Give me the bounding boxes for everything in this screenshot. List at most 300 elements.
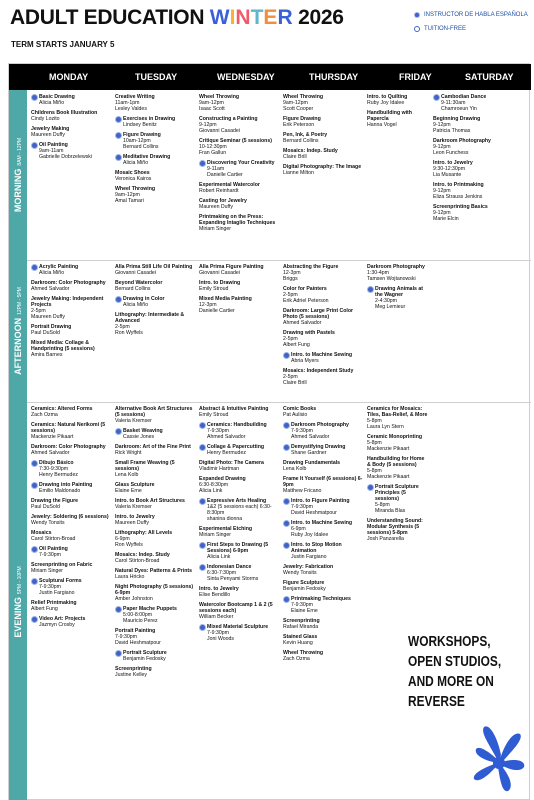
legend-spanish: INSTRUCTOR DE HABLA ESPAÑOLA [414, 12, 528, 18]
class-instructor: Justine Kelley [115, 672, 148, 678]
class-listing [283, 308, 363, 326]
class-title: Acrylic Painting [31, 264, 111, 270]
class-listing [199, 138, 279, 156]
class-time: 9am-11am [39, 148, 64, 154]
class-instructor: Bernard Collins [123, 144, 159, 150]
class-listing [283, 580, 363, 592]
class-title: Handbuilding with Papercla [367, 110, 412, 122]
class-title: Alla Prima Still Life Oil Painting [115, 264, 193, 270]
class-time: 2-5pm [283, 336, 298, 342]
class-title: Jewelry Making [31, 126, 70, 132]
class-title: Alternative Book Art Structures (5 sessions) [115, 406, 193, 418]
class-listing [115, 296, 195, 308]
class-listing [199, 198, 279, 210]
class-instructor: Mackenzie Pikaart [367, 446, 410, 452]
class-instructor: Giovanni Casadei [199, 128, 240, 134]
class-time: 7-9:30pm [207, 630, 229, 636]
class-title: Mixed Media Painting [199, 296, 252, 302]
class-title: Indonesian Dance [199, 564, 279, 570]
class-listing [367, 406, 429, 430]
class-listing [115, 444, 195, 456]
class-title: Comic Books [283, 406, 317, 412]
class-listing [199, 460, 279, 472]
class-title: Drawing Animals at the Wagner [367, 286, 429, 298]
class-instructor: Albert Fung [31, 606, 58, 612]
class-listing [367, 264, 429, 282]
class-listing [115, 514, 195, 526]
class-time: 7-9:30pm [291, 428, 313, 434]
class-instructor: Danielle Cartier [207, 172, 243, 178]
class-title: Screenprinting on Fabric [31, 562, 93, 568]
class-title: Intro. to Jewelry [115, 514, 155, 520]
class-title: Basket Weaving [115, 428, 195, 434]
class-time: 5-8pm [367, 468, 382, 474]
class-time: 5-8pm [367, 418, 382, 424]
morning-wednesday-column [199, 94, 279, 256]
class-title: Creative Writing [115, 94, 155, 100]
class-time: 7-9:30pm [115, 634, 137, 640]
class-listing [367, 518, 429, 542]
class-title: Darkroom: Color Photography [31, 444, 106, 450]
class-instructor: Erik Adriel Peterson [283, 298, 329, 304]
class-title: Screenprinting [115, 666, 152, 672]
class-title: Portrait Sculpture [115, 650, 195, 656]
class-title: Intro. to Machine Sewing [283, 352, 363, 358]
class-time: 7-9:30pm [291, 602, 313, 608]
class-instructor: Giovanni Casadei [199, 270, 240, 276]
class-time: 2-5pm [283, 292, 298, 298]
spanish-instructor-dot-icon [414, 12, 420, 18]
class-title: Ceramics: Altered Forms [31, 406, 93, 412]
class-instructor: Lia Musante [433, 172, 462, 178]
class-title: Mixed Material Sculpture [199, 624, 279, 630]
class-instructor: Alicia Miño [123, 160, 149, 166]
class-title: Relief Printmaking [31, 600, 77, 606]
class-instructor: Jazmyn Crosby [39, 622, 75, 628]
class-listing [283, 498, 363, 516]
class-time: 2-4:30pm [375, 298, 397, 304]
class-listing [31, 142, 111, 160]
class-time: 9-12pm [433, 122, 451, 128]
class-listing [115, 428, 195, 440]
class-title: Jewelry Making: Independent Projects [31, 296, 104, 308]
class-listing [367, 484, 429, 514]
class-title: Expressive Arts Healing [199, 498, 279, 504]
class-title: Figure Sculpture [283, 580, 325, 586]
class-instructor: Ahmed Salvador [31, 450, 70, 456]
flower-logo-icon [470, 725, 528, 795]
day-friday: FRIDAY [399, 72, 432, 82]
class-listing [283, 634, 363, 646]
class-title: Figure Drawing [283, 116, 321, 122]
class-title: Figure Drawing [115, 132, 195, 138]
class-title: Digital Photo: The Camera [199, 460, 264, 466]
class-title: Beyond Watercolor [115, 280, 163, 286]
class-time: 6:30-8:30pm [199, 482, 229, 488]
class-instructor: Shane Gardner [291, 450, 327, 456]
class-title: Wheel Throwing [283, 94, 324, 100]
class-title: Abstracting the Figure [283, 264, 339, 270]
class-instructor: Eliza Strauss Jenkins [433, 194, 483, 200]
class-listing [433, 182, 527, 200]
class-instructor: Henry Bermudez [207, 450, 246, 456]
class-title: Color for Painters [283, 286, 327, 292]
class-listing [199, 160, 279, 178]
class-title: Oil Painting [31, 142, 111, 148]
class-title: Portrait Drawing [31, 324, 72, 330]
class-listing [283, 286, 363, 304]
class-listing [433, 138, 527, 156]
class-instructor: Danielle Cartier [199, 308, 235, 314]
class-listing [115, 94, 195, 112]
class-time: 7-9:30pm [39, 584, 61, 590]
class-time: 7-9:30pm [39, 552, 61, 558]
class-instructor: Paul DuSold [31, 330, 60, 336]
class-listing [31, 126, 111, 138]
class-title: Drawing in Color [115, 296, 195, 302]
class-time: 1:30-4pm [367, 270, 389, 276]
class-time: 9am-12pm [115, 192, 140, 198]
class-instructor: Miriam Singer [199, 532, 231, 538]
class-instructor: Robert Reinhardt [199, 188, 239, 194]
class-listing [31, 324, 111, 336]
class-title: Darkroom: Art of the Fine Print [115, 444, 191, 450]
class-listing [283, 352, 363, 364]
class-listing [283, 330, 363, 348]
day-thursday: THURSDAY [309, 72, 359, 82]
class-listing [283, 164, 363, 176]
class-listing [283, 116, 363, 128]
class-instructor: Mackenzie Pikaart [31, 434, 74, 440]
class-instructor: Emily Stroud [199, 412, 229, 418]
class-listing [199, 444, 279, 456]
morning-thursday-column [283, 94, 363, 256]
class-instructor: Tamsen Wojtanowski [367, 276, 416, 282]
class-title: Dibujo Básico [31, 460, 111, 466]
class-time: 9-11am [207, 166, 225, 172]
class-instructor: Ahmed Salvador [207, 434, 246, 440]
evening-monday-column [31, 406, 111, 798]
class-instructor: Amira Barnes [31, 352, 63, 358]
class-title: Pen, Ink, & Poetry [283, 132, 328, 138]
class-listing [367, 456, 429, 480]
class-title: Intro. to Book Art Structures [115, 498, 185, 504]
class-title: Handbuilding for Home & Body (5 sessions) [367, 456, 425, 468]
class-title: Intro. to Figure Painting [283, 498, 363, 504]
class-listing [283, 618, 363, 630]
class-listing [115, 584, 195, 602]
day-tuesday: TUESDAY [135, 72, 178, 82]
class-listing [115, 154, 195, 166]
class-title: Exercises in Drawing [115, 116, 195, 122]
class-instructor: Miranda Blas [375, 508, 406, 514]
class-title: Darkroom: Color Photography [31, 280, 106, 286]
class-time: 1&2 (5 sessions each) 6:30-8:30pm [207, 504, 272, 516]
class-title: Darkroom Photography [367, 264, 425, 270]
class-title: Experimental Watercolor [199, 182, 260, 188]
class-title: Discovering Your Creativity [199, 160, 279, 166]
day-monday: MONDAY [49, 72, 89, 82]
class-listing [115, 606, 195, 624]
class-title: Beginning Drawing [433, 116, 481, 122]
class-instructor: Bernard Collins [115, 286, 151, 292]
class-instructor: Cassie Jones [123, 434, 155, 440]
class-instructor: Erik Peterson [283, 122, 315, 128]
morning-saturday-column [433, 94, 527, 256]
evening-wednesday-column [199, 406, 279, 798]
section-morning: MORNING8AM - 12PM [9, 90, 27, 260]
class-listing [283, 596, 363, 614]
afternoon-friday-column [367, 264, 429, 398]
class-listing [115, 170, 195, 182]
class-title: Portrait Sculpture Principles (5 sessions) [367, 484, 429, 502]
class-title: Darkroom: Large Print Color Photo (5 sessions) [283, 308, 354, 320]
class-listing [199, 602, 279, 620]
class-instructor: Ahmed Salvador [31, 286, 70, 292]
class-title: Lithography: All Levels [115, 530, 173, 536]
class-title: Intro. to Drawing [199, 280, 241, 286]
day-saturday: SATURDAY [465, 72, 514, 82]
class-title: Portrait Painting [115, 628, 156, 634]
evening-friday-column [367, 406, 429, 798]
class-title: Watercolor Bootcamp 1 & 2 (5 sessions each) [199, 602, 273, 614]
class-title: Oil Painting [31, 546, 111, 552]
class-time: 9:30-12:30pm [433, 166, 466, 172]
day-header-bar [9, 64, 531, 90]
afternoon-wednesday-column [199, 264, 279, 398]
class-instructor: Zach Ozma [283, 656, 310, 662]
class-listing [31, 406, 111, 418]
class-listing [367, 286, 429, 310]
class-title: Intro. to Printmaking [433, 182, 484, 188]
class-instructor: Meg Lemieur [375, 304, 406, 310]
class-listing [199, 280, 279, 292]
class-title: Wheel Throwing [115, 186, 156, 192]
class-listing [31, 514, 111, 526]
class-listing [199, 94, 279, 112]
section-afternoon: AFTERNOON12PM - 5PM [9, 260, 27, 402]
class-listing [199, 296, 279, 314]
class-title: Intro. to Quilting [367, 94, 408, 100]
class-instructor: Maureen Duffy [199, 204, 233, 210]
class-listing [199, 116, 279, 134]
class-time: 9-12pm [433, 210, 451, 216]
class-time: 10-12:30pm [199, 144, 227, 150]
class-title: Mixed Media: Collage & Handprinting (5 sessions) [31, 340, 95, 352]
class-instructor: Rafael Miranda [283, 624, 319, 630]
class-instructor: Matthew Fricano [283, 488, 322, 494]
class-listing [199, 182, 279, 194]
class-time: 5-8pm [375, 502, 390, 508]
afternoon-tuesday-column [115, 264, 195, 398]
class-time: 9am-12pm [199, 100, 224, 106]
class-instructor: Lianne Milton [283, 170, 314, 176]
class-title: Mosaics [31, 530, 52, 536]
class-title: Stained Glass [283, 634, 318, 640]
class-instructor: Kevin Huang [283, 640, 313, 646]
class-listing [115, 552, 195, 564]
afternoon-saturday-column [433, 264, 527, 398]
class-title: Printmaking Techniques [283, 596, 363, 602]
class-time: 7-9:30pm [207, 428, 229, 434]
class-title: Wheel Throwing [283, 650, 324, 656]
class-listing [115, 482, 195, 494]
class-instructor: Alicia Miño [39, 270, 65, 276]
class-instructor: Elaine Erne [291, 608, 318, 614]
class-title: Constructing a Painting [199, 116, 258, 122]
class-time: 5-8pm [367, 440, 382, 446]
class-instructor: Amber Johnston [115, 596, 153, 602]
afternoon-monday-column [31, 264, 111, 398]
class-title: Screenprinting Basics [433, 204, 488, 210]
class-listing [31, 264, 111, 276]
class-instructor: Laura Lyn Stern [367, 424, 404, 430]
class-listing [283, 564, 363, 576]
class-time: 9-12pm [199, 122, 217, 128]
class-title: Small Frame Weaving (5 sessions) [115, 460, 175, 472]
class-instructor: Lena Kolb [115, 472, 139, 478]
legend-tuition: TUITION-FREE [414, 26, 466, 32]
class-instructor: Mauricio Perez [123, 618, 158, 624]
class-listing [283, 444, 363, 456]
class-instructor: Josh Panzarella [367, 536, 404, 542]
class-title: Casting for Jewelry [199, 198, 247, 204]
class-title: Demystifying Drawing [283, 444, 363, 450]
class-title: Critique Seminar (5 sessions) [199, 138, 272, 144]
class-instructor: Scott Cooper [283, 106, 314, 112]
class-listing [115, 132, 195, 150]
promo-text: WORKSHOPS, OPEN STUDIOS, AND MORE ON REVERSE [408, 634, 502, 710]
class-listing [31, 94, 111, 106]
class-time: 6-9pm [115, 536, 130, 542]
class-title: First Steps to Drawing (5 Sessions) 6-9pm [199, 542, 279, 554]
class-instructor: Claire Brill [283, 154, 307, 160]
class-listing [115, 460, 195, 478]
class-listing [433, 160, 527, 178]
class-instructor: Valeria Kremser [115, 418, 152, 424]
class-listing [199, 542, 279, 560]
class-title: Lithography: Intermediate & Advanced [115, 312, 185, 324]
class-time: 2-5pm [283, 374, 298, 380]
class-listing [199, 526, 279, 538]
class-instructor: Carol Stirton-Broad [31, 536, 76, 542]
class-listing [31, 444, 111, 456]
class-instructor: Abria Myers [291, 358, 319, 364]
class-instructor: Leon Funchess [433, 150, 469, 156]
class-time: 5:00-8:00pm [123, 612, 153, 618]
class-title: Drawing the Figure [31, 498, 78, 504]
morning-monday-column [31, 94, 111, 256]
class-instructor: Sinta Penyami Storms [207, 576, 259, 582]
class-title: Basic Drawing [31, 94, 111, 100]
class-instructor: Justin Fargiano [291, 554, 327, 560]
class-listing [283, 520, 363, 538]
class-instructor: Elise Bendillo [199, 592, 231, 598]
class-listing [199, 264, 279, 276]
class-instructor: Albert Fung [283, 342, 310, 348]
class-instructor: David Heshmatpour [115, 640, 161, 646]
class-listing [199, 564, 279, 582]
class-instructor: shanina dionna [207, 516, 243, 522]
class-time: 9am-12pm [283, 100, 308, 106]
tuition-free-ring-icon [414, 26, 420, 32]
class-instructor: Vladimir Hartman [199, 466, 240, 472]
class-instructor: Alicia Link [207, 554, 231, 560]
class-listing [199, 586, 279, 598]
class-listing [31, 296, 111, 320]
class-title: Intro. to Jewelry [199, 586, 239, 592]
class-instructor: David Heshmatpour [291, 510, 337, 516]
class-title: Alla Prima Figure Painting [199, 264, 264, 270]
class-title: Intro. to Jewelry [433, 160, 473, 166]
class-instructor: Marie Elcin [433, 216, 459, 222]
class-instructor: Veronica Kairos [115, 176, 152, 182]
title-winter-letter: W [209, 6, 230, 29]
class-title: Jewelry: Soldering (6 sessions) [31, 514, 109, 520]
class-listing [283, 460, 363, 472]
class-instructor: Ron Wyffels [115, 330, 143, 336]
class-listing [31, 546, 111, 558]
class-time: 2-5pm [31, 308, 46, 314]
class-listing [31, 482, 111, 494]
class-instructor: Lesley Valdes [115, 106, 147, 112]
class-instructor: Rick Wright [115, 450, 142, 456]
class-instructor: Claire Brill [283, 380, 307, 386]
class-instructor: Paul DuSold [31, 504, 60, 510]
class-listing [31, 460, 111, 478]
class-listing [115, 650, 195, 662]
class-title: Frame It Yourself (6 sessions) 6-9pm [283, 476, 363, 488]
class-instructor: Cindy Lozito [31, 116, 60, 122]
evening-thursday-column [283, 406, 363, 798]
class-time: 10am-12pm [123, 138, 151, 144]
class-instructor: Maureen Duffy [31, 132, 65, 138]
class-instructor: Emilio Maldonado [39, 488, 81, 494]
class-instructor: Fran Gallun [199, 150, 227, 156]
class-listing [283, 264, 363, 282]
term-start-subtitle: TERM STARTS JANUARY 5 [11, 40, 115, 49]
class-instructor: Benjamin Fedosky [283, 586, 326, 592]
class-instructor: Justin Fargiano [39, 590, 75, 596]
class-listing [199, 406, 279, 418]
class-listing [433, 116, 527, 134]
class-title: Collage & Papercutting [199, 444, 279, 450]
class-listing [31, 562, 111, 574]
class-title: Printmaking on the Press: Expanding Intaglio Techniques [199, 214, 276, 226]
class-listing [367, 94, 429, 106]
class-title: Intro. to Stop Motion Animation [283, 542, 363, 554]
section-evening: EVENING5PM - 10PM [9, 402, 27, 800]
class-title: Intro. to Machine Sewing [283, 520, 363, 526]
class-time: 9-11:30am [441, 100, 466, 106]
class-title: Digital Photography: The Image [283, 164, 362, 170]
class-listing [283, 148, 363, 160]
class-time: 9-12pm [433, 188, 451, 194]
class-time: 6:30-7:30pm [207, 570, 237, 576]
class-title: Darkroom Photography [433, 138, 491, 144]
class-title: Wheel Throwing [199, 94, 240, 100]
class-title: Understanding Sound: Modular Synthesis (5 sessions) 5-8pm [367, 518, 423, 536]
class-instructor: Lena Kolb [283, 466, 307, 472]
class-instructor: Patricia Thomas [433, 128, 471, 134]
class-listing [115, 280, 195, 292]
class-instructor: Miriam Singer [31, 568, 63, 574]
class-listing [31, 110, 111, 122]
class-instructor: Maureen Duffy [115, 520, 149, 526]
class-listing [367, 434, 429, 452]
class-instructor: Laura Hricko [115, 574, 145, 580]
class-listing [199, 214, 279, 232]
